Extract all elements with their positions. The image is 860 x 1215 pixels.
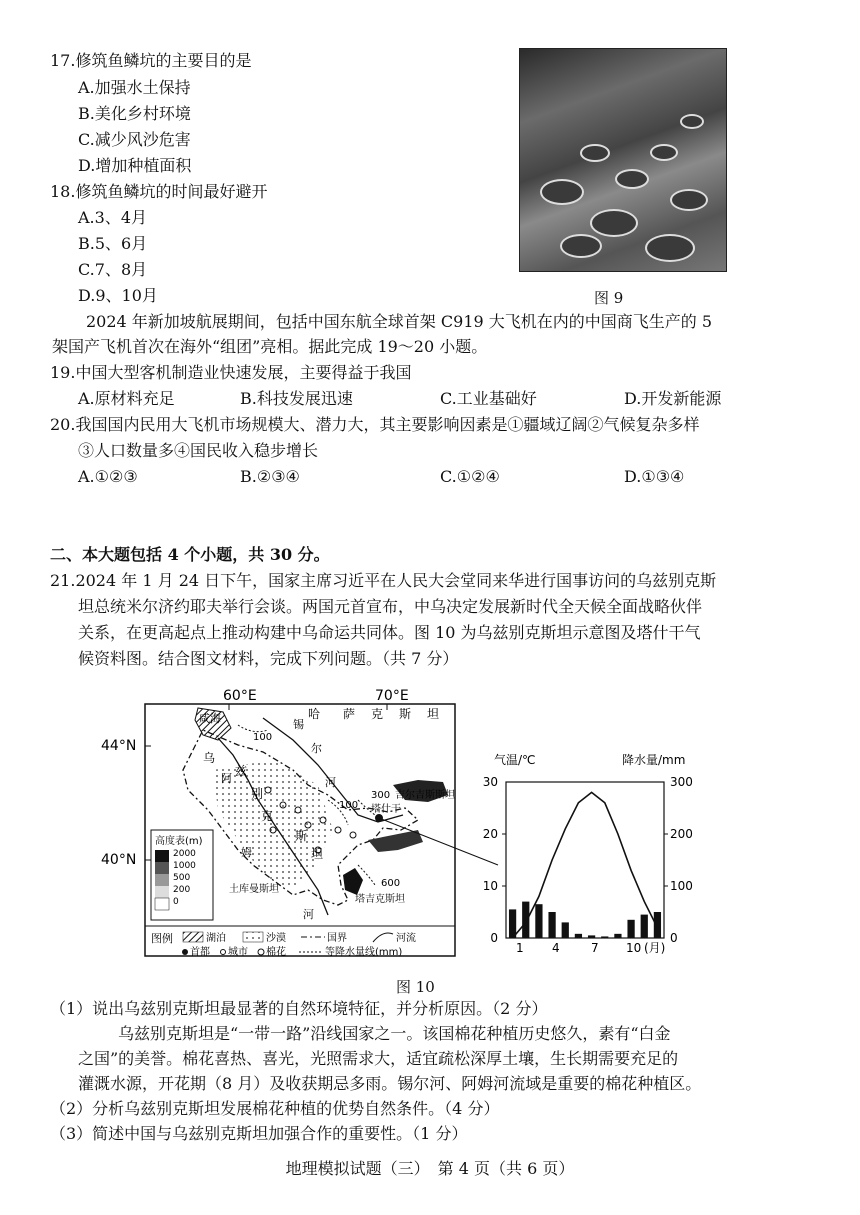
cotton-line-3: 灌溉水源，开花期（8 月）及收获期忌多雨。锡尔河、阿姆河流域是重要的棉花种植区。 <box>78 1074 702 1093</box>
elev-500: 500 <box>173 873 191 883</box>
lon-label-70: 70°E <box>375 688 409 704</box>
legend-river: 河流 <box>396 933 416 944</box>
q19-option-a: A.原材料充足 <box>78 389 175 408</box>
legend-city: 城市 <box>228 947 248 958</box>
kaz-char-5: 坦 <box>427 707 440 721</box>
q20-stem-line-1: 20.我国国内民用大飞机市场规模大、潜力大，其主要影响因素是①疆域辽阔②气候复杂多样 <box>50 415 700 434</box>
precip-bar-month-10 <box>627 920 634 938</box>
q21-line-2: 坦总统米尔济约耶夫举行会谈。两国元首宣布，中乌决定发展新时代全天候全面战略伙伴 <box>78 597 703 616</box>
elev-200: 200 <box>173 885 191 895</box>
elev-1000: 1000 <box>173 861 196 871</box>
fish-scale-pit-photo <box>519 48 727 272</box>
temp-tick-30: 30 <box>482 775 498 789</box>
cotton-line-1: 乌兹别克斯坦是“一带一路”沿线国家之一。该国棉花种植历史悠久，素有“白金 <box>118 1024 671 1043</box>
tashkent-label: 塔什干 <box>371 804 401 815</box>
q17-option-b: B.美化乡村环境 <box>78 104 191 123</box>
q17-option-d: D.增加种植面积 <box>78 156 192 175</box>
kaz-char-1: 哈 <box>308 707 321 721</box>
kaz-char-3: 克 <box>371 707 384 721</box>
uz-char-6: 坦 <box>311 847 324 861</box>
q18-option-b: B.5、6月 <box>78 234 148 253</box>
legend-cotton: 棉花 <box>266 947 286 958</box>
precip-bar-month-1 <box>509 909 516 938</box>
q18-option-d: D.9、10月 <box>78 286 158 305</box>
page-footer: 地理模拟试题（三） 第 4 页（共 6 页） <box>285 1159 575 1178</box>
precip-tick-100: 100 <box>670 879 693 893</box>
sub-question-3: （3）简述中国与乌兹别克斯坦加强合作的重要性。（1 分） <box>50 1124 468 1143</box>
precip-bar-month-3 <box>535 904 542 938</box>
q20-stem-line-2: ③人口数量多④国民收入稳步增长 <box>78 441 319 460</box>
legend-lake: 湖泊 <box>206 933 226 944</box>
legend-border: 国界 <box>327 933 347 944</box>
legend-isohyet: 等降水量线(mm) <box>325 947 403 958</box>
precip-bar-month-9 <box>614 934 621 938</box>
precip-bar-month-12 <box>654 912 661 938</box>
kyrgyz-label: 吉尔吉斯斯坦 <box>395 790 455 801</box>
q17-stem: 17.修筑鱼鳞坑的主要目的是 <box>50 51 252 70</box>
q19-option-d: D.开发新能源 <box>624 389 722 408</box>
tashkent-climate-chart <box>470 750 710 960</box>
precip-bar-month-6 <box>575 934 582 938</box>
q17-option-c: C.减少风沙危害 <box>78 130 191 149</box>
precip-tick-0: 0 <box>670 931 678 945</box>
elev-2000: 2000 <box>173 849 196 859</box>
q18-option-c: C.7、8月 <box>78 260 148 279</box>
cotton-line-2: 之国”的美誉。棉花喜热、喜光，光照需求大，适宜疏松深厚土壤，生长期需要充足的 <box>78 1049 679 1068</box>
lat-label-44: 44°N <box>101 738 137 754</box>
legend-capital: 首都 <box>190 947 210 958</box>
q21-line-3: 关系，在更高起点上推动构建中乌命运共同体。图 10 为乌兹别克斯坦示意图及塔什干气 <box>78 623 701 642</box>
section-2-heading: 二、本大题包括 4 个小题，共 30 分。 <box>50 545 330 564</box>
passage-line-1: 2024 年新加坡航展期间，包括中国东航全球首架 C919 大飞机在内的中国商飞生产的 5 <box>86 312 713 331</box>
isoline-100-a: 100 <box>253 732 273 743</box>
x-tick-1: 1 <box>516 941 524 955</box>
q20-option-a: A.①②③ <box>78 467 138 486</box>
precip-bar-month-4 <box>548 912 555 938</box>
syr-label-3: 河 <box>325 776 336 789</box>
precip-bar-month-8 <box>601 936 608 938</box>
q18-option-a: A.3、4月 <box>78 208 148 227</box>
legend-desert: 沙漠 <box>266 933 286 944</box>
uz-char-3: 别 <box>251 787 264 801</box>
temp-axis-label: 气温/℃ <box>494 753 536 767</box>
precip-axis-label: 降水量/mm <box>622 753 686 767</box>
passage-line-2: 架国产飞机首次在海外“组团”亮相。据此完成 19～20 小题。 <box>52 337 488 356</box>
lat-label-40: 40°N <box>101 852 137 868</box>
tajik-label: 塔吉克斯坦 <box>355 894 405 905</box>
elevation-legend-title: 高度表(m) <box>155 836 203 847</box>
q18-stem: 18.修筑鱼鳞坑的时间最好避开 <box>50 182 268 201</box>
q21-line-4: 候资料图。结合图文材料，完成下列问题。（共 7 分） <box>78 649 459 668</box>
uz-char-2: 兹 <box>235 764 248 778</box>
elev-0: 0 <box>173 897 179 907</box>
uz-char-5: 斯 <box>295 829 308 843</box>
x-tick-month-unit: (月) <box>644 941 666 955</box>
q19-option-b: B.科技发展迅速 <box>240 389 353 408</box>
temp-tick-20: 20 <box>482 827 498 841</box>
temperature-line <box>513 792 658 938</box>
x-tick-7: 7 <box>591 941 599 955</box>
isoline-300: 300 <box>371 790 391 801</box>
q20-option-b: B.②③④ <box>240 467 300 486</box>
isoline-100-b: 100 <box>339 800 359 811</box>
syr-label-2: 尔 <box>311 742 322 755</box>
q20-option-c: C.①②④ <box>440 467 500 486</box>
legend-title: 图例 <box>151 932 173 945</box>
precip-tick-300: 300 <box>670 775 693 789</box>
x-tick-4: 4 <box>552 941 560 955</box>
aral-sea-label: 咸海 <box>199 712 221 725</box>
x-tick-10: 10 <box>626 941 642 955</box>
uzbekistan-map <box>101 688 463 960</box>
isoline-600: 600 <box>381 878 401 889</box>
amu-label-1: 阿 <box>221 772 232 785</box>
lon-label-60: 60°E <box>223 688 257 704</box>
uz-char-4: 克 <box>261 809 274 823</box>
river-he-label: 河 <box>303 908 314 921</box>
q19-stem: 19.中国大型客机制造业快速发展，主要得益于我国 <box>50 363 412 382</box>
q20-option-d: D.①③④ <box>624 467 685 486</box>
syr-label-1: 锡 <box>293 718 304 731</box>
precip-bar-month-7 <box>588 935 595 938</box>
precip-bar-month-2 <box>522 902 529 938</box>
kaz-char-2: 萨 <box>343 707 356 721</box>
sub-question-2: （2）分析乌兹别克斯坦发展棉花种植的优势自然条件。（4 分） <box>50 1099 500 1118</box>
temp-tick-0: 0 <box>490 931 498 945</box>
uz-char-1: 乌 <box>203 751 216 765</box>
precip-bar-month-5 <box>562 922 569 938</box>
q17-option-a: A.加强水土保持 <box>78 78 191 97</box>
temp-tick-10: 10 <box>482 879 498 893</box>
precip-bar-month-11 <box>641 915 648 938</box>
sub-question-1: （1）说出乌兹别克斯坦最显著的自然环境特征，并分析原因。（2 分） <box>50 999 548 1018</box>
figure-9-caption: 图 9 <box>594 289 624 307</box>
amu-label-2: 姆 <box>241 846 252 859</box>
precip-tick-200: 200 <box>670 827 693 841</box>
kaz-char-4: 斯 <box>399 707 412 721</box>
q19-option-c: C.工业基础好 <box>440 389 537 408</box>
figure-10-caption: 图 10 <box>396 978 435 996</box>
q21-line-1: 21.2024 年 1 月 24 日下午，国家主席习近平在人民大会堂同来华进行国事访问的乌兹别克斯 <box>50 571 717 590</box>
turkmen-label: 土库曼斯坦 <box>229 884 279 895</box>
